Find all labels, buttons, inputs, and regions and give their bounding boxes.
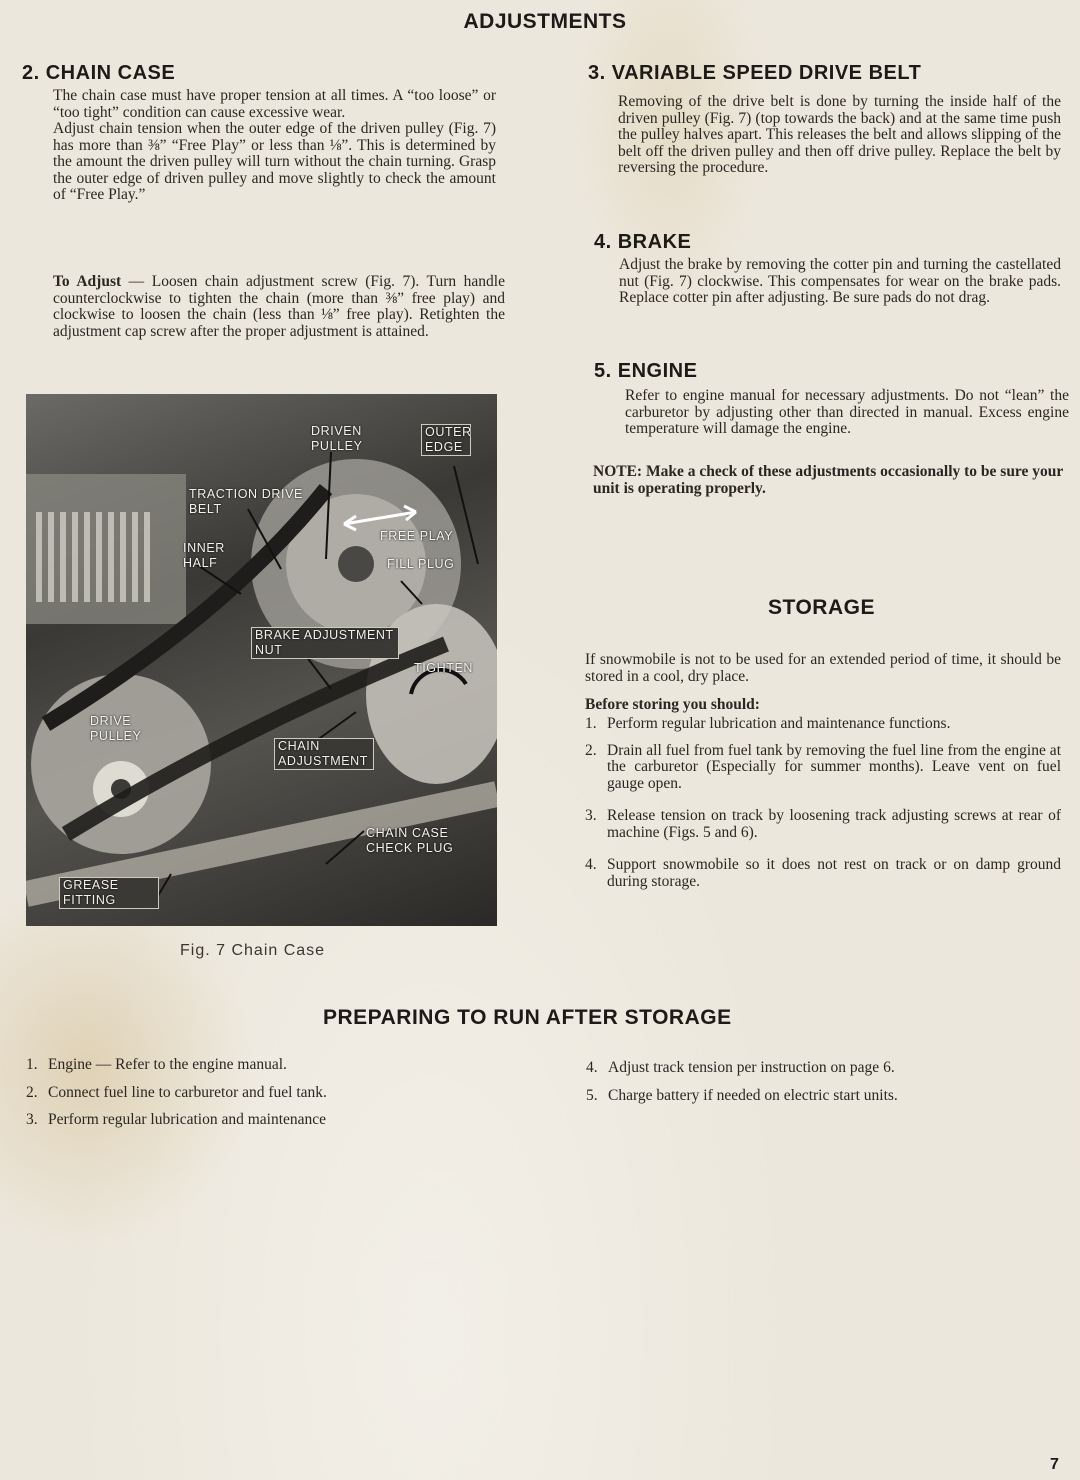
storage-item-text: Perform regular lubrication and maintenance functions. bbox=[607, 715, 951, 732]
list-item: 3. Release tension on track by loosening track adjusting screws at rear of machine (Figs. 5 and 6). bbox=[585, 807, 1061, 841]
label-grease-fitting: GREASE FITTING bbox=[59, 877, 159, 909]
page-number: 7 bbox=[1050, 1456, 1060, 1473]
label-free-play: FREE PLAY bbox=[380, 529, 454, 543]
to-adjust-text: — Loosen chain adjustment screw (Fig. 7). Turn handle counterclockwise to tighten the chain (more than ⅜” free play) and clockwise to loosen the chain (less than ⅛” free play). Retighten the adjustment cap screw after the proper adjustment is attained. bbox=[53, 273, 505, 340]
list-item: 4. Adjust track tension per instruction on page 6. bbox=[586, 1059, 895, 1076]
brake-text: Adjust the brake by removing the cotter pin and turning the castellated nut (Fig. 7) clockwise. This compensates for wear on the brake pads. Replace cotter pin after adjusting. Be sure pads do not drag. bbox=[619, 256, 1061, 306]
label-brake-adjustment-nut: BRAKE ADJUSTMENT NUT bbox=[251, 627, 399, 659]
chain-case-heading: 2. CHAIN CASE bbox=[22, 62, 176, 84]
label-outer-edge: OUTER EDGE bbox=[421, 424, 471, 456]
storage-item-text: Drain all fuel from fuel tank by removing the fuel line from the engine at the carburetor (Especially for summer months). Leave vent on fuel gauge open. bbox=[607, 741, 1061, 792]
after-item-text: Adjust track tension per instruction on page 6. bbox=[608, 1059, 895, 1076]
note-text: Make a check of these adjustments occasionally to be sure your unit is operating properly. bbox=[593, 463, 1064, 497]
label-drive-pulley: DRIVE PULLEY bbox=[90, 714, 142, 743]
after-storage-list-right bbox=[586, 1060, 1056, 1104]
label-inner-half: INNER HALF bbox=[183, 541, 225, 570]
engine-heading: 5. ENGINE bbox=[594, 360, 698, 382]
list-item: 3. Perform regular lubrication and maintenance bbox=[26, 1111, 327, 1128]
chain-case-para-2: Adjust chain tension when the outer edge of the driven pulley (Fig. 7) has more than ⅜” “Free Play” or less than ⅛”. This is determined by the amount the driven pulley will turn without the chain turning. Grasp the outer edge of driven pulley and move slightly to check the amount of “Free Play.” bbox=[53, 120, 496, 203]
to-adjust-label: To Adjust bbox=[53, 273, 122, 290]
after-storage-list-left bbox=[26, 1057, 546, 1129]
list-item: 5. Charge battery if needed on electric start units. bbox=[586, 1086, 898, 1104]
variable-speed-text: Removing of the drive belt is done by turning the inside half of the driven pulley (Fig. 7) (top towards the back) and at the same time push the pulley halves apart. This releases the belt and allows slipping of the belt off the driven pulley and then off drive pulley. Replace the belt by reversing the procedure. bbox=[618, 93, 1061, 176]
to-adjust-paragraph bbox=[53, 274, 505, 340]
list-item: 4. Support snowmobile so it does not rest on track or on damp ground during storage. bbox=[585, 856, 1061, 890]
engine-text: Refer to engine manual for necessary adjustments. Do not “lean” the carburetor by adjusting other than directed in manual. Excess engine temperature will damage the engine. bbox=[625, 387, 1069, 437]
storage-item-text: Release tension on track by loosening track adjusting screws at rear of machine (Figs. 5 and 6). bbox=[607, 807, 1061, 841]
list-item: 2. Drain all fuel from fuel tank by removing the fuel line from the engine at the carburetor (Especially for summer months). Leave vent on fuel gauge open. bbox=[585, 741, 1061, 792]
after-item-text: Perform regular lubrication and maintenance bbox=[48, 1111, 327, 1128]
chain-case-photo bbox=[26, 394, 497, 926]
storage-heading: STORAGE bbox=[768, 596, 875, 619]
after-item-text: Connect fuel line to carburetor and fuel tank. bbox=[48, 1083, 327, 1101]
label-fill-plug: FILL PLUG bbox=[387, 557, 455, 571]
list-item: 1. Engine — Refer to the engine manual. bbox=[26, 1056, 287, 1073]
page-title: ADJUSTMENTS bbox=[463, 10, 627, 33]
label-chain-adjustment: CHAIN ADJUSTMENT bbox=[274, 738, 374, 770]
brake-heading: 4. BRAKE bbox=[594, 231, 692, 253]
list-item: 1. Perform regular lubrication and maintenance functions. bbox=[585, 715, 951, 732]
after-storage-heading: PREPARING TO RUN AFTER STORAGE bbox=[323, 1006, 732, 1029]
note-label: NOTE: bbox=[593, 463, 643, 480]
chain-case-body bbox=[53, 88, 496, 204]
storage-item-text: Support snowmobile so it does not rest on track or on damp ground during storage. bbox=[607, 856, 1061, 890]
label-traction-drive-belt: TRACTION DRIVE BELT bbox=[189, 487, 303, 516]
label-driven-pulley: DRIVEN PULLEY bbox=[311, 424, 363, 453]
after-item-text: Charge battery if needed on electric start units. bbox=[608, 1086, 898, 1104]
list-item: 2. Connect fuel line to carburetor and fuel tank. bbox=[26, 1083, 327, 1101]
engine-note bbox=[593, 463, 1073, 497]
chain-case-para-1: The chain case must have proper tension at all times. A “too loose” or “too tight” condition can cause excessive wear. bbox=[53, 87, 496, 121]
after-item-text: Engine — Refer to the engine manual. bbox=[48, 1056, 287, 1073]
figure-caption: Fig. 7 Chain Case bbox=[180, 942, 326, 959]
variable-speed-heading: 3. VARIABLE SPEED DRIVE BELT bbox=[588, 62, 922, 84]
storage-intro: If snowmobile is not to be used for an extended period of time, it should be stored in a cool, dry place. bbox=[585, 651, 1061, 685]
storage-list bbox=[585, 716, 1061, 890]
label-chain-case-check-plug: CHAIN CASE CHECK PLUG bbox=[366, 826, 454, 855]
storage-before-label: Before storing you should: bbox=[585, 696, 760, 713]
label-tighten: TIGHTEN bbox=[414, 661, 474, 675]
